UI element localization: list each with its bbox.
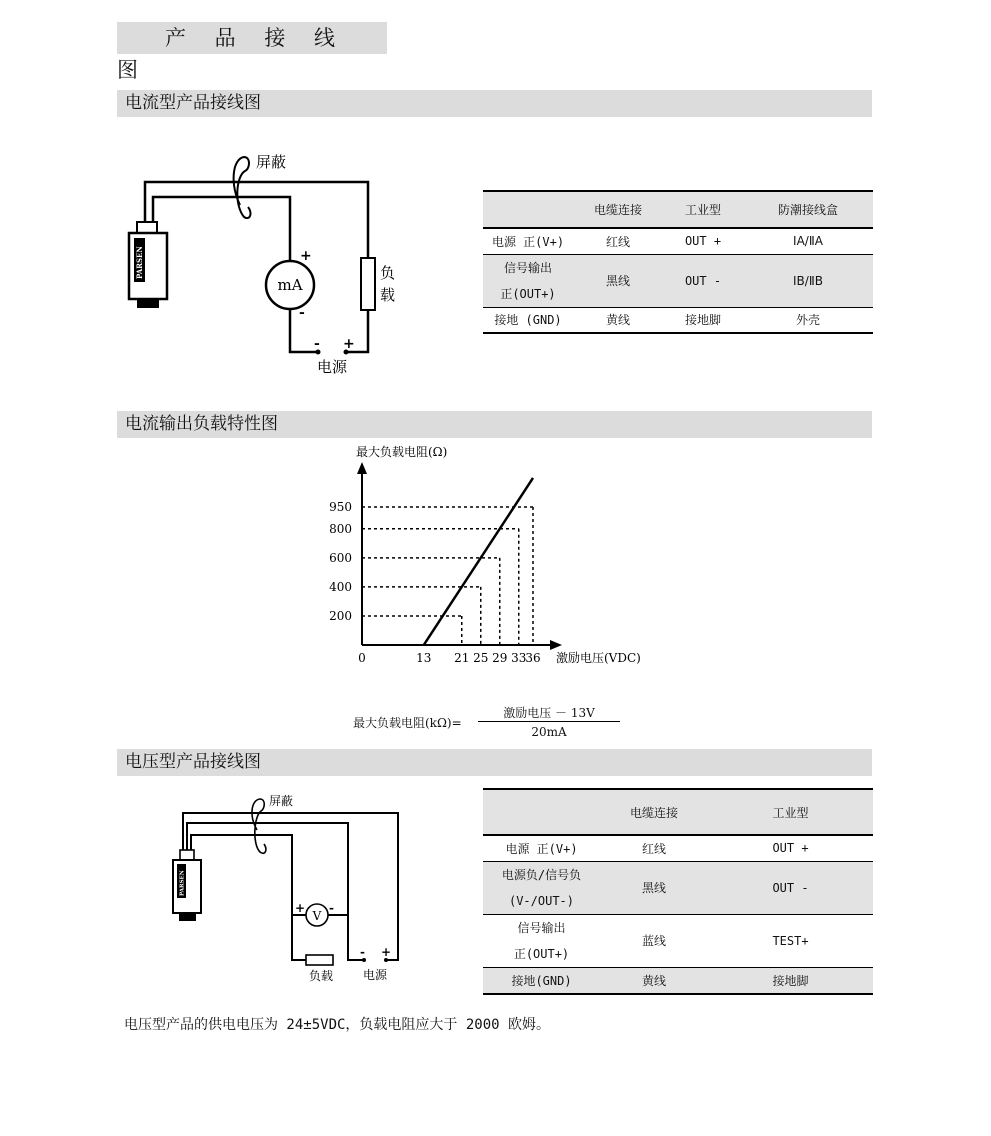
shield-label: 屏蔽 xyxy=(256,153,287,171)
current-wiring-table xyxy=(483,190,873,334)
shield-label: 屏蔽 xyxy=(269,794,294,808)
load-resistor-icon xyxy=(306,955,333,965)
power-label: 电源 xyxy=(362,968,388,982)
table-row: 电源负/信号负 (V-/OUT-) 黑线 OUT - xyxy=(483,861,873,914)
formula-fraction-line xyxy=(478,721,620,722)
table-header-row: 电缆连接 工业型 xyxy=(483,789,873,835)
table-row: 信号输出 正(OUT+) 黑线 OUT - ⅠB/ⅡB xyxy=(483,254,873,307)
x-axis-label: 激励电压(VDC) xyxy=(556,651,641,665)
wire-outer xyxy=(145,182,368,258)
meter-plus: + xyxy=(300,248,312,264)
shield-loop-icon xyxy=(252,799,266,853)
x-tick-label: 29 xyxy=(492,651,508,665)
load-characteristic-chart xyxy=(320,440,680,675)
x-axis-arrow-icon xyxy=(550,640,562,650)
sensor-neck xyxy=(180,850,194,860)
series-line xyxy=(424,478,533,645)
vmeter-minus: - xyxy=(329,901,334,915)
formula-lhs: 最大负载电阻(kΩ)= xyxy=(353,716,462,730)
y-axis-label: 最大负载电阻(Ω) xyxy=(356,445,448,459)
sensor-plug xyxy=(137,298,159,308)
power-plus: + xyxy=(343,336,355,352)
wire-middle xyxy=(187,823,364,960)
table-row: 信号输出 正(OUT+) 蓝线 TEST+ xyxy=(483,914,873,967)
y-tick-label: 800 xyxy=(329,521,352,536)
table-header-row: 电缆连接 工业型 防潮接线盒 xyxy=(483,191,873,228)
power-plus: + xyxy=(381,945,392,959)
x-tick-label: 25 xyxy=(473,651,489,665)
table-row: 接地(GND) 黄线 接地脚 xyxy=(483,967,873,994)
vmeter-plus: + xyxy=(295,901,306,915)
wire-inner xyxy=(153,197,290,263)
load-label: 负载 xyxy=(308,969,334,983)
table-row: 接地 (GND) 黄线 接地脚 外壳 xyxy=(494,313,820,328)
voltage-wiring-table xyxy=(483,788,873,995)
section-load-curve-title: 电流输出负载特性图 xyxy=(117,411,872,438)
x-tick-label: 13 xyxy=(416,651,432,665)
y-tick-label: 400 xyxy=(329,579,352,594)
load-resistor-icon xyxy=(361,258,375,310)
x-tick-label: 36 xyxy=(525,651,541,665)
section-current-wiring-title: 电流型产品接线图 xyxy=(117,90,872,117)
table-row: 电源 正(V+) 红线 OUT + ⅠA/ⅡA xyxy=(483,228,873,254)
load-label-1: 负 xyxy=(380,264,396,282)
sensor-plug xyxy=(179,912,196,921)
load-label-2: 载 xyxy=(380,286,396,304)
footer-note: 电压型产品的供电电压为 24±5VDC，负载电阻应大于 2000 欧姆。 xyxy=(124,1017,551,1033)
power-minus: - xyxy=(360,945,365,959)
shield-loop-icon xyxy=(234,157,251,218)
table-row: 电源 正(V+) 红线 OUT + xyxy=(483,835,873,861)
page-title: 产 品 接 线 图 xyxy=(117,22,387,54)
sensor-brand: PARSEN xyxy=(135,246,144,279)
voltmeter-label: V xyxy=(312,909,322,923)
current-wiring-diagram xyxy=(120,145,420,385)
power-label: 电源 xyxy=(316,358,348,376)
y-tick-label: 950 xyxy=(329,500,352,514)
ammeter-label: mA xyxy=(277,276,303,294)
formula-denominator: 20mA xyxy=(531,725,567,739)
voltage-wiring-diagram xyxy=(165,790,415,990)
formula-numerator: 激励电压 － 13V xyxy=(503,706,595,720)
y-tick-label: 200 xyxy=(329,608,352,623)
sensor-brand: PARSEN xyxy=(179,870,186,896)
y-tick-label: 600 xyxy=(329,550,352,565)
x-tick-label: 33 xyxy=(511,651,527,665)
meter-minus: - xyxy=(299,305,305,321)
power-minus: - xyxy=(314,336,320,352)
x-tick-label: 21 xyxy=(454,651,470,665)
y-axis-arrow-icon xyxy=(357,462,367,474)
wire-inner xyxy=(191,835,331,960)
section-voltage-wiring-title: 电压型产品接线图 xyxy=(117,749,872,776)
x-tick-label: 0 xyxy=(358,651,366,665)
